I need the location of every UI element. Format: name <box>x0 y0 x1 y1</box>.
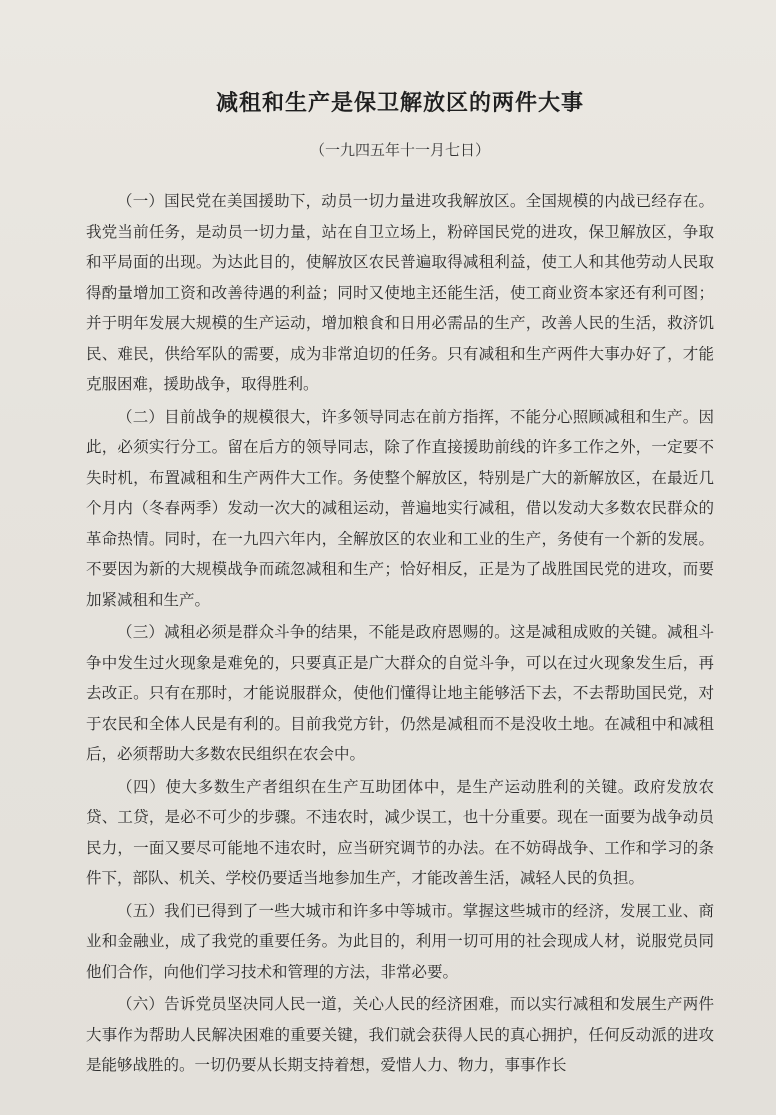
document-date: （一九四五年十一月七日） <box>309 141 490 159</box>
paragraph-6: （六）告诉党员坚决同人民一道，关心人民的经济困难，而以实行减租和发展生产两件大事作为帮助人民解决困难的重要关键，我们就会获得人民的真心拥护，任何反动派的进攻是能够战胜的。一切仍要从长期支持着想，爱惜人力、物力，事事作长 <box>86 995 714 1074</box>
paragraph-5: （五）我们已得到了一些大城市和许多中等城市。掌握这些城市的经济，发展工业、商业和金融业，成了我党的重要任务。为此目的，利用一切可用的社会现成人材，说服党员同他们合作，向他们学习技术和管理的方法，非常必要。 <box>86 901 714 981</box>
paragraph-1: （一）国民党在美国援助下，动员一切力量进攻我解放区。全国规模的内战已经存在。我党当前任务，是动员一切力量，站在自卫立场上，粉碎国民党的进攻，保卫解放区，争取和平局面的出现。为达此目的，使解放区农民普遍取得减租利益，使工人和其他劳动人民取得酌量增加工资和改善待遇的利益；同时又使地主还能生活，使工商业资本家还有利可图；并于明年发展大规模的生产运动，增加粮食和日用必需品的生产，改善人民的生活，救济饥民、难民，供给军队的需要，成为非常迫切的任务。只有减租和生产两件大事办好了，才能克服困难，援助战争，取得胜利。 <box>86 192 714 393</box>
document-title: 减租和生产是保卫解放区的两件大事 <box>215 91 584 116</box>
paragraph-4: （四）使大多数生产者组织在生产互助团体中，是生产运动胜利的关键。政府发放农贷、工贷，是必不可少的步骤。不违农时，减少误工，也十分重要。现在一面要为战争动员民力，一面又要尽可能地不违农时，应当研究调节的办法。在不妨碍战争、工作和学习的条件下，部队、机关、学校仍要适当地参加生产，才能改善生活，减轻人民的负担。 <box>86 777 714 887</box>
paragraph-2: （二）目前战争的规模很大，许多领导同志在前方指挥，不能分心照顾减租和生产。因此，必须实行分工。留在后方的领导同志，除了作直接援助前线的许多工作之外，一定要不失时机，布置减租和生产两件大工作。务使整个解放区，特别是广大的新解放区，在最近几个月内（冬春两季）发动一次大的减租运动，普遍地实行减租，借以发动大多数农民群众的革命热情。同时，在一九四六年内，全解放区的农业和工业的生产，务使有一个新的发展。不要因为新的大规模战争而疏忽减租和生产；恰好相反，正是为了战胜国民党的进攻，而要加紧减租和生产。 <box>86 407 714 609</box>
paragraph-3: （三）减租必须是群众斗争的结果，不能是政府恩赐的。这是减租成败的关键。减租斗争中发生过火现象是难免的，只要真正是广大群众的自觉斗争，可以在过火现象发生后，再去改正。只有在那时，才能说服群众，使他们懂得让地主能够活下去，不去帮助国民党，对于农民和全体人民是有利的。目前我党方针，仍然是减租而不是没收土地。在减租中和减租后，必须帮助大多数农民组织在农会中。 <box>86 623 714 763</box>
